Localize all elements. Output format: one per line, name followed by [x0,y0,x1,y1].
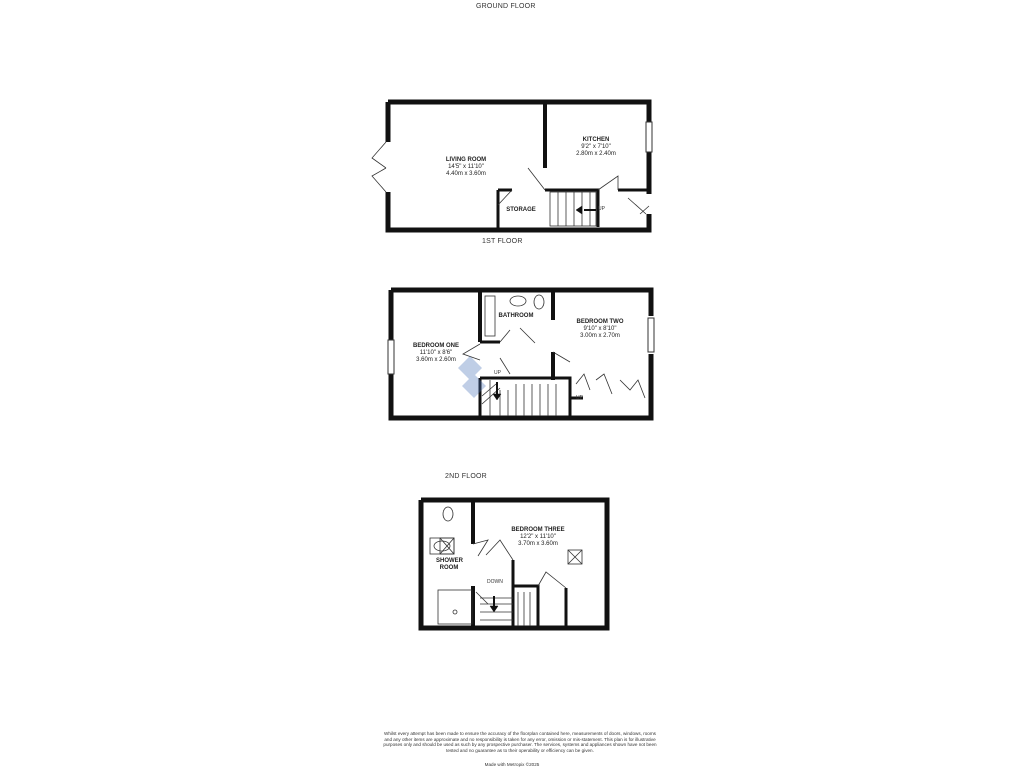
made-with-credit: Made with Metropix ©2025 [484,762,540,767]
first-stair-up-label-left: UP [494,370,501,376]
first-stair-up-label-right: UP [576,395,583,401]
bedroom-two-window [648,318,654,352]
disclaimer-text: Whilst every attempt has been made to ensure the accuracy of the floorplan contained here, measurements of doors, windows, rooms and any other items are approximate and no responsibility is taken for any error, omission or mis-statement. This plan is for illustrative purposes only and should be used as such by any prospective purchaser. The services, systems and appliances shown have not been tested and no guarantee as to their operability or efficiency can be given. [383,731,657,753]
second-floor-title: 2ND FLOOR [445,473,487,480]
first-internal-walls [480,290,553,380]
second-stair-down-label: DOWN [487,579,503,585]
bedroom-two-label: BEDROOM TWO 9'10" x 8'10" 3.00m x 2.70m [576,319,624,339]
shower-toilet [443,507,453,521]
shower-room-label: SHOWER ROOM [436,558,463,571]
living-room-label: LIVING ROOM 14'5" x 11'10" 4.40m x 3.60m [445,157,487,177]
storage-label: STORAGE [506,207,536,213]
second-floor-stairs [476,592,530,626]
bath-toilet [534,295,544,309]
kitchen-label: KITCHEN 9'2" x 7'10" 2.80m x 2.40m [576,137,616,157]
bath-basin [510,296,526,306]
first-floor-title: 1ST FLOOR [482,238,523,245]
bathtub [485,296,495,336]
bedroom-one-label: BEDROOM ONE 11'10" x 8'6" 3.60m x 2.60m [412,343,460,363]
ground-floor-title: GROUND FLOOR [476,3,536,10]
bathroom-label: BATHROOM [498,313,534,319]
shower-tray [438,590,472,624]
ground-stair-up-label: UP [598,206,605,212]
first-floor-stairs [482,380,556,416]
bedroom-three-label: BEDROOM THREE 12'2" x 11'10" 3.70m x 3.60m [511,527,565,547]
bedroom-one-window [388,340,394,374]
living-french-doors [372,142,386,192]
kitchen-window [646,122,652,152]
